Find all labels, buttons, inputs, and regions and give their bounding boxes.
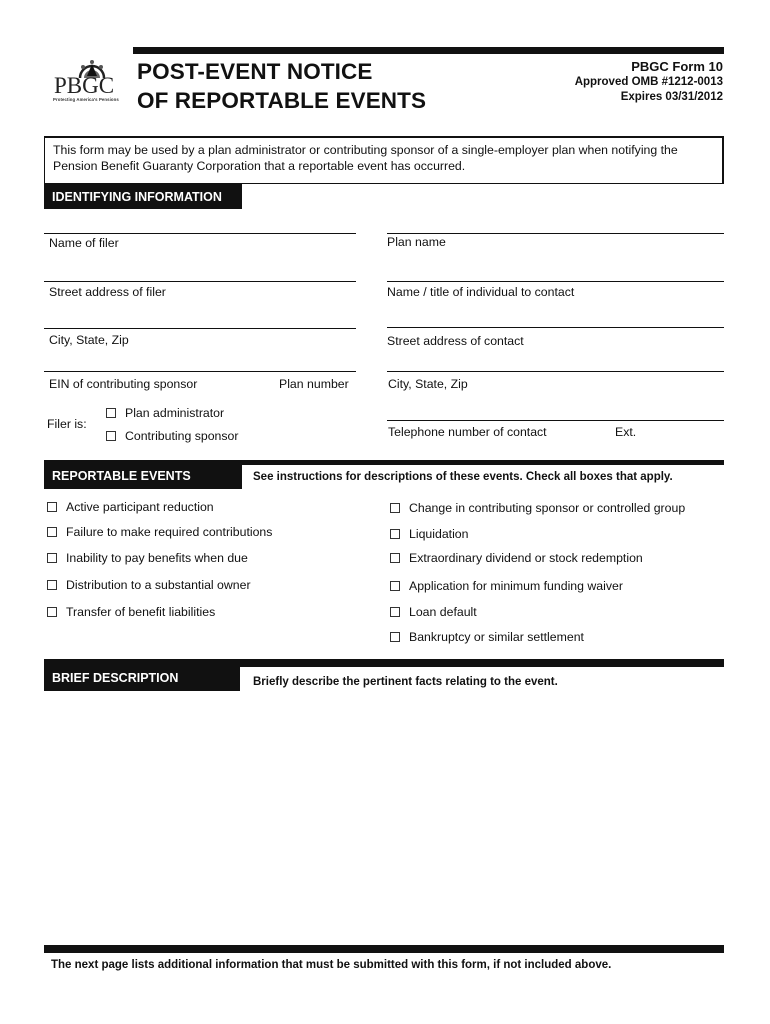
city-state-zip-filer-label: City, State, Zip	[49, 333, 129, 347]
street-address-contact-input[interactable]	[387, 348, 724, 370]
city-state-zip-contact-input[interactable]	[387, 392, 724, 418]
section-brief-description: BRIEF DESCRIPTION	[44, 665, 240, 691]
logo-wordmark: PBGC	[54, 73, 115, 98]
filer-option-contributing-sponsor[interactable]	[106, 429, 238, 443]
form-number-block	[575, 58, 723, 105]
event-label: Loan default	[409, 605, 477, 619]
checkbox[interactable]	[47, 607, 57, 617]
intro-line-1: This form may be used by a plan administrator or contributing sponsor of a single-employer plan when notifying the	[53, 143, 678, 157]
event-label: Bankruptcy or similar settlement	[409, 630, 584, 644]
event-loan-default[interactable]	[390, 605, 477, 619]
city-state-zip-contact-label: City, State, Zip	[388, 377, 468, 391]
event-label: Liquidation	[409, 527, 469, 541]
reportable-events-note: See instructions for descriptions of these events. Check all boxes that apply.	[253, 471, 673, 483]
event-label: Change in contributing sponsor or controlled group	[409, 501, 686, 515]
filer-is-label: Filer is:	[47, 417, 87, 431]
field-rule	[44, 281, 356, 282]
name-of-filer-input[interactable]	[44, 250, 356, 280]
field-rule	[44, 233, 356, 234]
event-active-participant-reduction[interactable]	[47, 500, 214, 514]
field-rule	[387, 420, 724, 421]
event-change-contributing-sponsor[interactable]	[390, 501, 685, 515]
checkbox[interactable]	[47, 502, 57, 512]
plan-name-input[interactable]	[387, 250, 724, 280]
event-label: Active participant reduction	[66, 500, 214, 514]
logo-tagline: Protecting America's Pensions	[53, 97, 119, 102]
street-address-contact-label: Street address of contact	[387, 334, 524, 348]
filer-option-label: Plan administrator	[125, 406, 225, 420]
field-rule	[44, 371, 356, 372]
contact-name-input[interactable]	[387, 298, 724, 326]
event-inability-to-pay[interactable]	[47, 551, 248, 565]
city-state-zip-filer-input[interactable]	[44, 346, 356, 370]
field-rule	[387, 327, 724, 328]
field-rule	[44, 328, 356, 329]
street-address-filer-label: Street address of filer	[49, 285, 166, 299]
filer-option-label: Contributing sponsor	[125, 429, 239, 443]
checkbox[interactable]	[47, 553, 57, 563]
event-label: Distribution to a substantial owner	[66, 578, 251, 592]
event-label: Transfer of benefit liabilities	[66, 605, 216, 619]
checkbox[interactable]	[106, 431, 116, 441]
checkbox[interactable]	[390, 503, 400, 513]
ext-label: Ext.	[615, 425, 637, 439]
form-number: PBGC Form 10	[631, 59, 723, 74]
field-rule	[387, 233, 724, 234]
checkbox[interactable]	[390, 581, 400, 591]
checkbox[interactable]	[106, 408, 116, 418]
section-reportable-events: REPORTABLE EVENTS	[44, 463, 242, 489]
plan-number-label: Plan number	[279, 377, 349, 391]
filer-option-plan-administrator[interactable]	[106, 406, 224, 420]
intro-line-2: Pension Benefit Guaranty Corporation that a reportable event has occurred.	[53, 158, 466, 173]
pbgc-logo	[50, 56, 128, 106]
event-distribution-substantial-owner[interactable]	[47, 578, 251, 592]
plan-name-label: Plan name	[387, 235, 446, 249]
event-extraordinary-dividend[interactable]	[390, 551, 643, 565]
omb-number: Approved OMB #1212-0013	[574, 76, 723, 88]
street-address-filer-input[interactable]	[44, 298, 356, 326]
telephone-label: Telephone number of contact	[388, 425, 547, 439]
intro-box	[44, 136, 724, 184]
section-identifying-information: IDENTIFYING INFORMATION	[44, 184, 242, 209]
title-line-2: OF REPORTABLE EVENTS	[137, 88, 427, 113]
event-liquidation[interactable]	[390, 527, 469, 541]
header-bar	[133, 47, 724, 54]
event-transfer-benefit-liabilities[interactable]	[47, 605, 215, 619]
brief-description-textarea[interactable]	[44, 700, 724, 940]
checkbox[interactable]	[390, 529, 400, 539]
form-title	[137, 57, 426, 115]
footer-note: The next page lists additional information that must be submitted with this form, if not included above.	[51, 959, 612, 971]
expiration-date: Expires 03/31/2012	[620, 91, 723, 103]
ein-label: EIN of contributing sponsor	[49, 377, 198, 391]
event-minimum-funding-waiver[interactable]	[390, 579, 623, 593]
brief-description-note: Briefly describe the pertinent facts relating to the event.	[253, 676, 558, 688]
event-label: Application for minimum funding waiver	[409, 579, 623, 593]
checkbox[interactable]	[47, 527, 57, 537]
event-failure-required-contributions[interactable]	[47, 525, 272, 539]
name-of-filer-label: Name of filer	[49, 236, 119, 250]
event-bankruptcy[interactable]	[390, 630, 584, 644]
contact-name-label: Name / title of individual to contact	[387, 285, 575, 299]
footer-bar	[44, 945, 724, 953]
title-line-1: POST-EVENT NOTICE	[137, 59, 373, 84]
checkbox[interactable]	[390, 553, 400, 563]
checkbox[interactable]	[47, 580, 57, 590]
checkbox[interactable]	[390, 607, 400, 617]
event-label: Extraordinary dividend or stock redemption	[409, 551, 643, 565]
event-label: Inability to pay benefits when due	[66, 551, 248, 565]
event-label: Failure to make required contributions	[66, 525, 273, 539]
field-rule	[387, 281, 724, 282]
field-rule	[387, 371, 724, 372]
checkbox[interactable]	[390, 632, 400, 642]
